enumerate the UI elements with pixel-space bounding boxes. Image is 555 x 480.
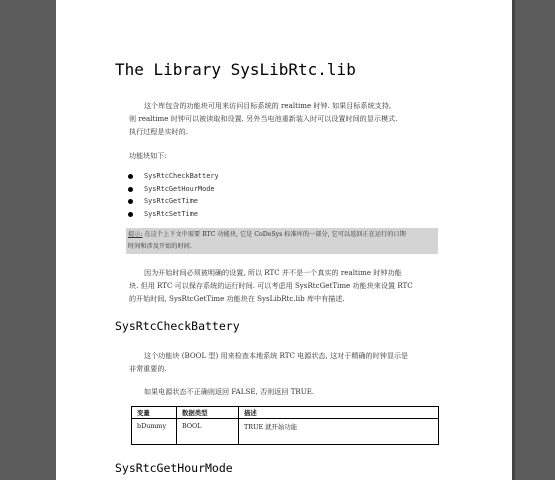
section1-desc-line-1: 这个功能块 (BOOL 型) 用来检查本地系统 RTC 电源状态, 这对于精确的时钟显示是 [144, 351, 409, 360]
para2-line-2: 块. 但用 RTC 可以保存系统的运行时间. 可以考虑用 SysRtcGetTime 功能块来设置 RTC [129, 281, 413, 290]
section1-return-text: 如果电源状态不正确则返回 FALSE, 否则返回 TRUE. [144, 387, 315, 396]
intro-line-1: 这个库包含的功能块可用来访问目标系统的 realtime 时钟. 如果目标系统支持, [144, 101, 392, 110]
section1-desc-line-2: 非常重要的. [129, 364, 167, 373]
table-cell: BOOL [177, 419, 239, 445]
note-line-1: 在这个上下文中需要 RTC 功能块, 它是 CoDeSys 标准库的一部分, 它可以返回正在运行的日期 [142, 231, 406, 238]
table-cell: bDummy [132, 419, 177, 445]
table-row [132, 419, 439, 445]
para2-line-1: 因为开始时间必须被明确的设置, 所以 RTC 并不是一个真实的 realtime 时钟功能 [144, 268, 402, 277]
table-header-row [132, 407, 439, 419]
note-line-2: 时间和涉及开始的时间. [128, 243, 192, 250]
bullet-icon [128, 174, 133, 179]
document-page [56, 0, 512, 480]
table-cell: TRUE 就开始功能 [239, 419, 439, 445]
intro-line-3: 执行过程是实时的. [129, 127, 189, 136]
intro-line-2: 则 realtime 时钟可以被读取和设置. 另外当电池重新装入时可以设置时间的显示模式. [129, 114, 398, 123]
note-label: 提示: [128, 231, 143, 238]
table-header-variable: 变量 [132, 407, 177, 419]
viewer-background-right [512, 0, 555, 480]
section-heading-get-hour-mode: SysRtcGetHourMode [115, 461, 233, 475]
table-header-datatype: 数据类型 [177, 407, 239, 419]
page-title: The Library SysLibRtc.lib [115, 60, 356, 79]
note-text [128, 229, 406, 253]
para2-line-3: 的开始时间, SysRtcGetTime 功能块在 SysLibRtc.lib 库中有描述. [129, 294, 345, 303]
bullet-icon [128, 199, 133, 204]
bullet-icon [128, 212, 133, 217]
bullet-icon [128, 187, 133, 192]
table-header-description: 描述 [239, 407, 439, 419]
list-item: SysRtcSetTime [128, 208, 219, 221]
list-item: SysRtcCheckBattery [128, 170, 219, 183]
function-list [128, 170, 219, 220]
page-shadow [512, 0, 515, 480]
list-item: SysRtcGetHourMode [128, 183, 219, 196]
parameter-table [131, 406, 439, 445]
section-heading-check-battery: SysRtcCheckBattery [115, 319, 240, 333]
blocks-label: 功能块如下: [129, 151, 167, 160]
list-item: SysRtcGetTime [128, 195, 219, 208]
viewer-background-left [0, 0, 56, 480]
